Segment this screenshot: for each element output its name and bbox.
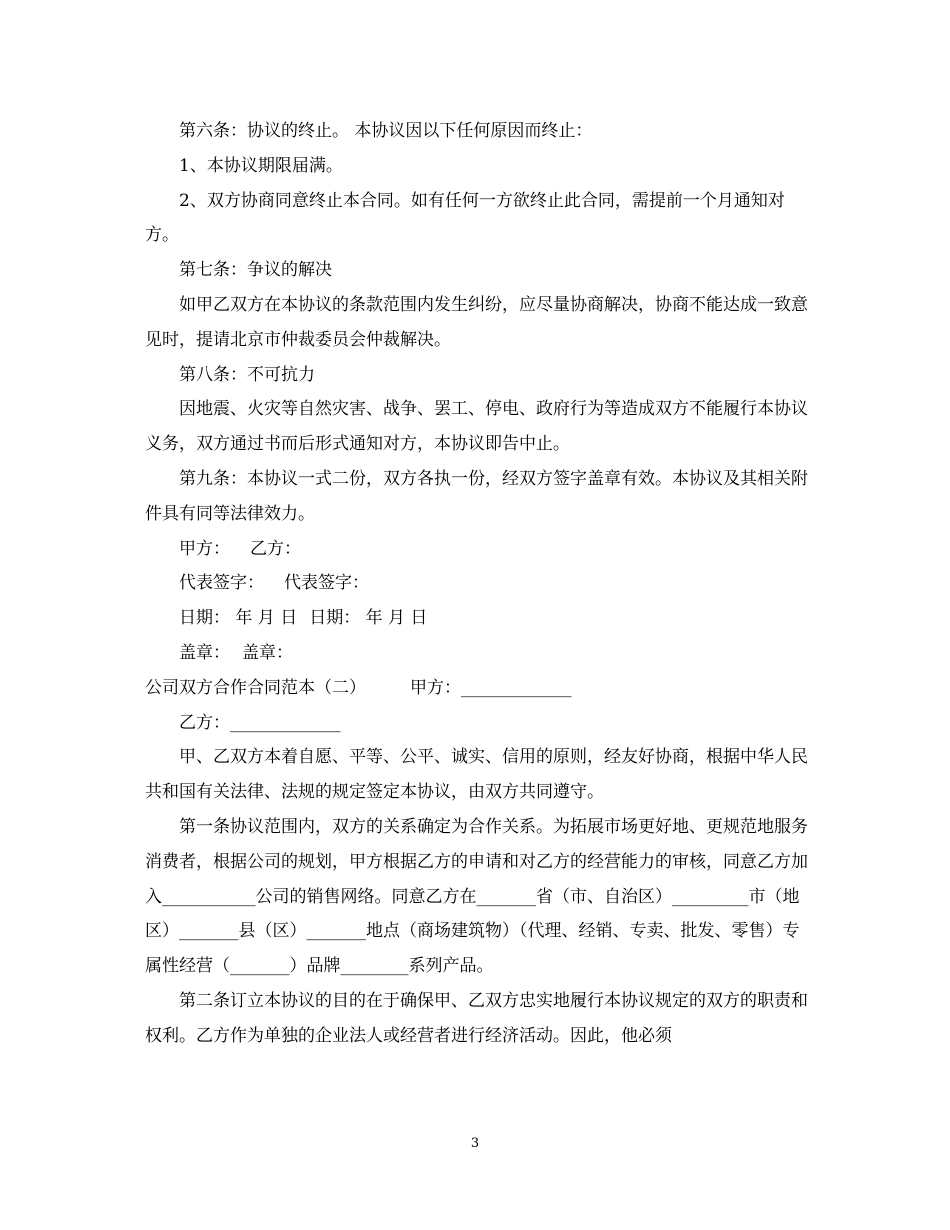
contract2-paragraph-preamble: 甲、乙双方本着自愿、平等、公平、诚实、信用的原则，经友好协商，根据中华人民共和国有关法律、法规的规定签定本协议，由双方共同遵守。 <box>145 747 808 803</box>
contract2-title: 公司双方合作合同范本（二） <box>145 677 366 698</box>
page-number: 3 <box>470 1136 480 1151</box>
signature-rep-line <box>145 566 810 601</box>
signature-party-b: 乙方： <box>250 538 301 559</box>
signature-date-a: 日期： 年 月 日 <box>179 608 298 629</box>
paragraph-item-2: 2、双方协商同意终止本合同。如有任何一方欲终止此合同，需提前一个月通知对方。 <box>145 190 785 246</box>
document-body <box>145 114 810 1054</box>
contract2-paragraph-article-2: 第二条订立本协议的目的在于确保甲、乙双方忠实地履行本协议规定的双方的职责和权利。乙方作为单独的企业法人或经营者进行经济活动。因此，他必须 <box>145 990 808 1046</box>
paragraph-article-9: 第九条：本协议一式二份，双方各执一份，经双方签字盖章有效。本协议及其相关附件具有同等法律效力。 <box>145 468 808 524</box>
paragraph-item-1: 1、本协议期限届满。 <box>179 155 343 176</box>
contract2-party-a: 甲方：_____________ <box>410 677 572 698</box>
contract2-party-b: 乙方：_____________ <box>179 712 341 733</box>
signature-seal-b: 盖章： <box>242 642 293 663</box>
signature-rep-b: 代表签字： <box>284 573 369 594</box>
signature-seal-line <box>145 636 810 671</box>
paragraph-article-6: 第六条：协议的终止。 本协议因以下任何原因而终止： <box>179 121 593 141</box>
heading-article-8: 第八条：不可抗力 <box>179 364 315 385</box>
contract2-title-line <box>145 671 810 706</box>
contract2-paragraph-article-1: 第一条协议范围内，双方的关系确定为合作关系。为拓展市场更好地、更规范地服务消费者，根据公司的规划，甲方根据乙方的申请和对乙方的经营能力的审核，同意乙方加入___________公司的销售网络。同意乙方在_______省（市、自治区）_________市（地区）_______县（区）_______地点（商场建筑物）（代理、经销、专卖、批发、零售）专属性经营（_______）品牌________系列产品。 <box>145 816 808 977</box>
signature-date-b: 日期： 年 月 日 <box>309 608 428 629</box>
signature-party-a: 甲方： <box>179 538 230 559</box>
paragraph-dispute: 如甲乙双方在本协议的条款范围内发生纠纷，应尽量协商解决，协商不能达成一致意见时，提请北京市仲裁委员会仲裁解决。 <box>145 294 808 350</box>
heading-article-7: 第七条：争议的解决 <box>179 260 332 281</box>
signature-rep-a: 代表签字： <box>179 573 264 594</box>
paragraph-force-majeure: 因地震、火灾等自然灾害、战争、罢工、停电、政府行为等造成双方不能履行本协议义务，双方通过书而后形式通知对方，本协议即告中止。 <box>145 399 808 455</box>
signature-seal-a: 盖章： <box>179 642 230 663</box>
signature-date-line <box>145 601 810 636</box>
signature-parties-line <box>145 532 810 567</box>
